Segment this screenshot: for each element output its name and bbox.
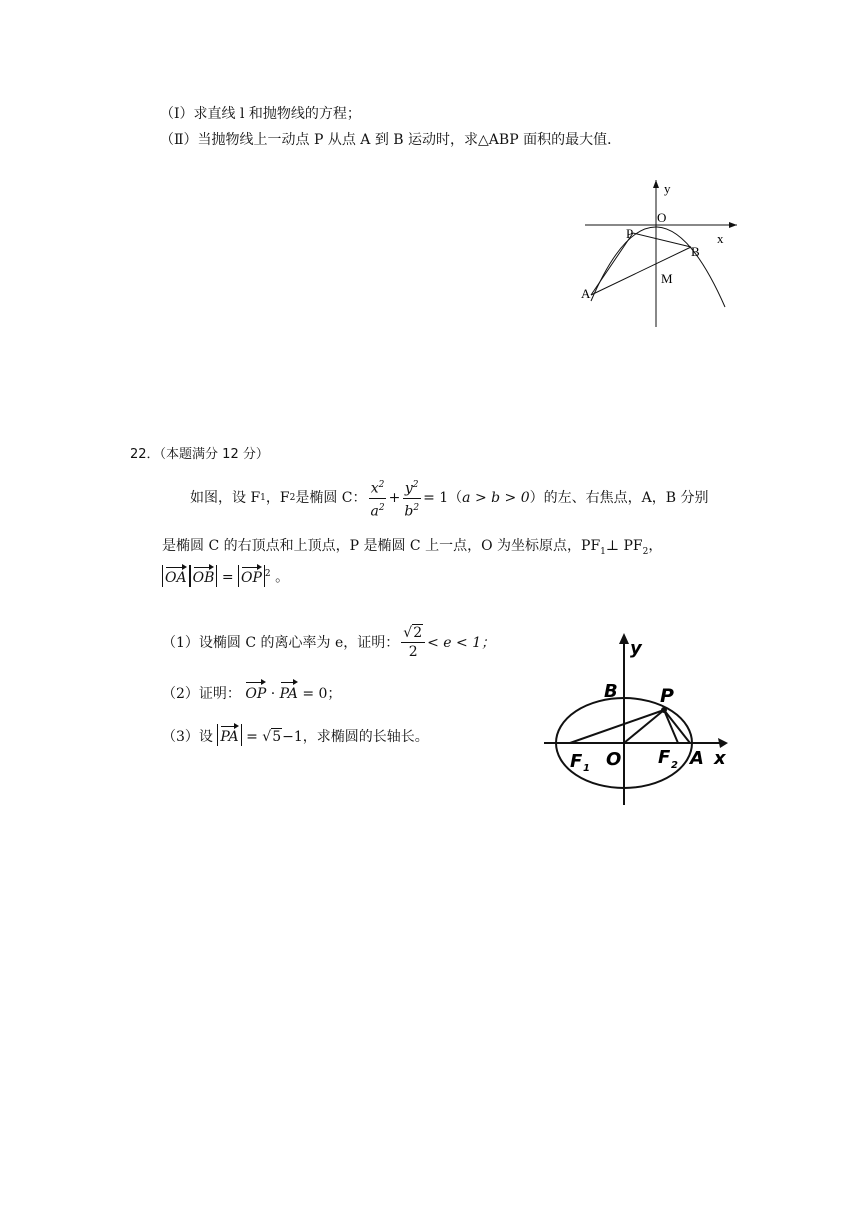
label-f2-sub: 2 — [671, 760, 678, 771]
x-axis-arrow — [729, 222, 737, 228]
label-f1: F — [570, 751, 583, 772]
label-o: O — [657, 210, 667, 225]
q22-vector-condition: OA OB = OP $^2$ 。 — [162, 564, 289, 588]
label-m: M — [661, 271, 673, 286]
frac-y2-b2: $\frac{y^2}{b^2}$ — [402, 476, 421, 520]
label-f1-sub: 1 — [583, 763, 590, 774]
q22-intro: 如图，设 F 1 ，F 2 是椭圆 C： $\frac{x^2}{a^2}$ + $\frac{y^2}{b^2}$ = 1（ a > b > 0 ）的左、右焦点，A，B 分别 — [190, 476, 709, 520]
q21-part1: （Ⅰ）求直线 l 和抛物线的方程； — [160, 106, 361, 122]
label-p: P — [626, 226, 634, 241]
label-b: B — [691, 244, 700, 259]
q22-header: 22．（本题满分 12 分） — [130, 447, 269, 462]
line-ap — [591, 233, 633, 295]
q22-part3: （3）设 PA = √5−1，求椭圆的长轴长。 — [162, 724, 429, 747]
label-y: y — [630, 638, 642, 659]
q21-part2: （Ⅱ）当抛物线上一动点 P 从点 A 到 B 运动时，求△ABP 面积的最大值． — [160, 132, 622, 148]
frac-x2-a2: $\frac{x^2}{a^2}$ — [369, 476, 387, 520]
y-axis-arrow — [653, 180, 659, 188]
label-a: A — [690, 748, 704, 769]
q22-part2: （2）证明： OP · PA = 0； — [162, 680, 341, 704]
label-b: B — [604, 681, 618, 702]
q22-part1: （1）设椭圆 C 的离心率为 e，证明： $\frac{√2}{2}$ < e < 1； — [162, 625, 496, 660]
label-x: x — [714, 748, 726, 769]
line-pb — [633, 233, 691, 247]
q22-line2: 是椭圆 C 的右顶点和上顶点，P 是椭圆 C 上一点，O 为坐标原点，$PF_1\perp$ $PF_2$， — [162, 538, 663, 557]
label-f2: F — [658, 747, 671, 768]
label-o: O — [606, 749, 622, 770]
label-p: P — [660, 685, 674, 707]
label-a: A — [581, 286, 591, 301]
point-p — [661, 707, 667, 713]
line-f1p — [570, 710, 664, 743]
label-y: y — [664, 181, 671, 196]
line-op — [624, 710, 664, 743]
label-x: x — [717, 231, 724, 246]
ellipse-figure — [540, 630, 740, 810]
parabola-figure — [575, 175, 745, 335]
x-axis-arrow — [718, 738, 728, 748]
y-axis-arrow — [619, 633, 629, 644]
